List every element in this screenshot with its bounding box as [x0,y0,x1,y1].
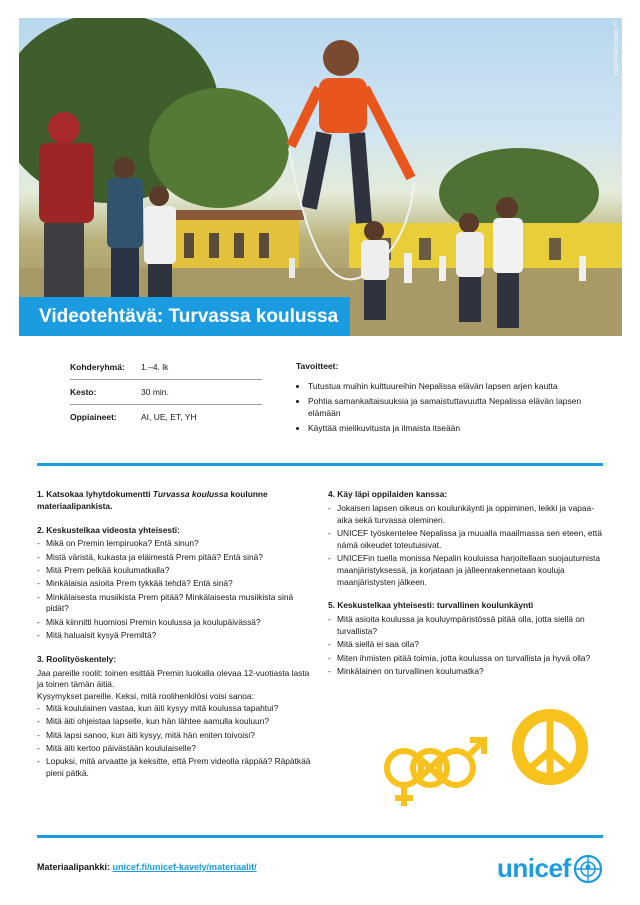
list-item: - Mitä asioita koulussa ja kouluympäristössä pitää olla, jotta siellä on turvallista? [328,614,603,638]
goals-list [296,380,596,434]
list-item: - Mitä haluaisit kysyä Premiltä? [37,630,315,642]
section-3-title: 3. Roolityöskentely: [37,653,117,664]
section-3-intro: Jaa pareille roolit: toinen esittää Premin luokalla olevaa 12-vuotiasta lasta ja toinen tämän äitiä. [37,667,310,690]
list-item: - Mikä on Premin lempiruoka? Entä sinun? [37,538,315,550]
right-column [328,489,603,690]
info-row-target-group [70,355,262,380]
info-value: AI, UE, ET, YH [141,412,197,422]
globe-emblem-icon [573,854,603,884]
info-value: 1.–4. lk [141,362,169,372]
info-label: Kohderyhmä: [70,362,125,372]
peace-symbol-icon [518,715,582,779]
material-bank-link[interactable]: unicef.fi/unicef-kavely/materiaalit/ [112,862,257,872]
list-item: - UNICEF työskentelee Nepalissa ja muualla maailmassa sen eteen, että nämä oikeudet toteutuisivat. [328,528,603,552]
photo-credit: ©UNICEF/Nybo/2024 [612,22,618,76]
list-item: - Lopuksi, mitä arvaatte ja keksitte, että Prem videolla räppää? Räpätkää pieni pätkä. [37,756,315,780]
list-item: - Mitä lapsi sanoo, kun äiti kysyy, mitä hän eniten toivoisi? [37,730,315,742]
footer-label: Materiaalipankki: [37,862,113,872]
goals-title: Tavoitteet: [296,361,339,371]
list-item: - Minkälaisia asioita Prem tykkää tehdä? Entä sinä? [37,578,315,590]
list-item: - Mikä kiinnitti huomiosi Premin koulussa ja koulupäivässä? [37,617,315,629]
goal-item: • Pohtia samankaltaisuuksia ja samaistuttavuutta Nepalissa elävän lapsen elämään [308,395,596,419]
info-value: 30 min. [141,387,169,397]
hero-illustration [19,18,622,336]
list-item: - Minkälainen on turvallinen koulumatka? [328,666,603,678]
logo-wordmark: unicef [497,853,571,883]
section-5 [328,600,603,677]
footer [37,862,257,872]
section-5-title: 5. Keskustelkaa yhteisesti: turvallinen koulunkäynti [328,600,534,611]
section-3-list [37,703,315,780]
section-4 [328,489,603,588]
section-4-list [328,503,603,589]
section-2-list [37,538,315,641]
unicef-logo [497,853,603,884]
symbols-illustration [378,706,593,816]
info-table [70,355,262,429]
info-label: Oppiaineet: [70,412,117,422]
list-item: - Miten ihmisten pitää toimia, jotta koulussa on turvallista ja hyvä olla? [328,653,603,665]
section-3-intro2: Kysymykset pareille. Keksi, mitä roolihenkilösi voisi sanoa: [37,691,254,702]
divider-top [37,463,603,466]
list-item: - Mitä Prem pelkää koulumatkalla? [37,565,315,577]
list-item: - Mitä koululainen vastaa, kun äiti kysyy mitä koulussa tapahtui? [37,703,315,715]
gender-symbols-icon [387,740,484,806]
section-4-title: 4. Käy läpi oppilaiden kanssa: [328,489,448,499]
list-item: - Minkälaisesta musiikista Prem pitää? Minkälaisesta musiikista sinä pidät? [37,592,315,616]
goal-item: • Käyttää mielikuvitusta ja ilmaista itseään [308,422,596,434]
film-title: Turvassa koulussa [152,489,229,499]
list-item: - Jokaisen lapsen oikeus on koulunkäynti ja oppiminen, leikki ja vapaa-aika sekä turvassa oleminen. [328,503,603,527]
info-row-duration [70,380,262,405]
info-label: Kesto: [70,387,97,397]
list-item: - Mitä äiti kertoo päivästään koululaiselle? [37,743,315,755]
goal-item: • Tutustua muihin kulttuureihin Nepalissa elävän lapsen arjen kautta [308,380,596,392]
section-3 [37,654,315,780]
section-2 [37,525,315,642]
list-item: - Mitä äiti ohjeistaa lapselle, kun hän lähtee aamulla kouluun? [37,716,315,728]
hero-photo [19,18,622,336]
list-item: - Mistä väristä, kukasta ja eläimestä Prem pitää? Entä sinä? [37,552,315,564]
left-column [37,489,315,792]
info-row-subjects [70,405,262,429]
section-1-title: 1. Katsokaa lyhytdokumentti Turvassa koulussa koulunne materiaalipankista. [37,489,268,511]
list-item: - Mitä siellä ei saa olla? [328,639,603,651]
section-5-list [328,614,603,677]
divider-bottom [37,835,603,838]
section-1 [37,489,315,513]
page-title: Videotehtävä: Turvassa koulussa [19,297,350,336]
list-item: - UNICEFin tuella monissa Nepalin kouluissa harjoitellaan suojautumista maanjäristyksessä, ja korjataan ja jälleenrakennetaan kouluja maanjäristysten jälkeen. [328,553,603,588]
goals-section [296,360,596,437]
section-2-title: 2. Keskustelkaa videosta yhteisesti: [37,524,180,535]
